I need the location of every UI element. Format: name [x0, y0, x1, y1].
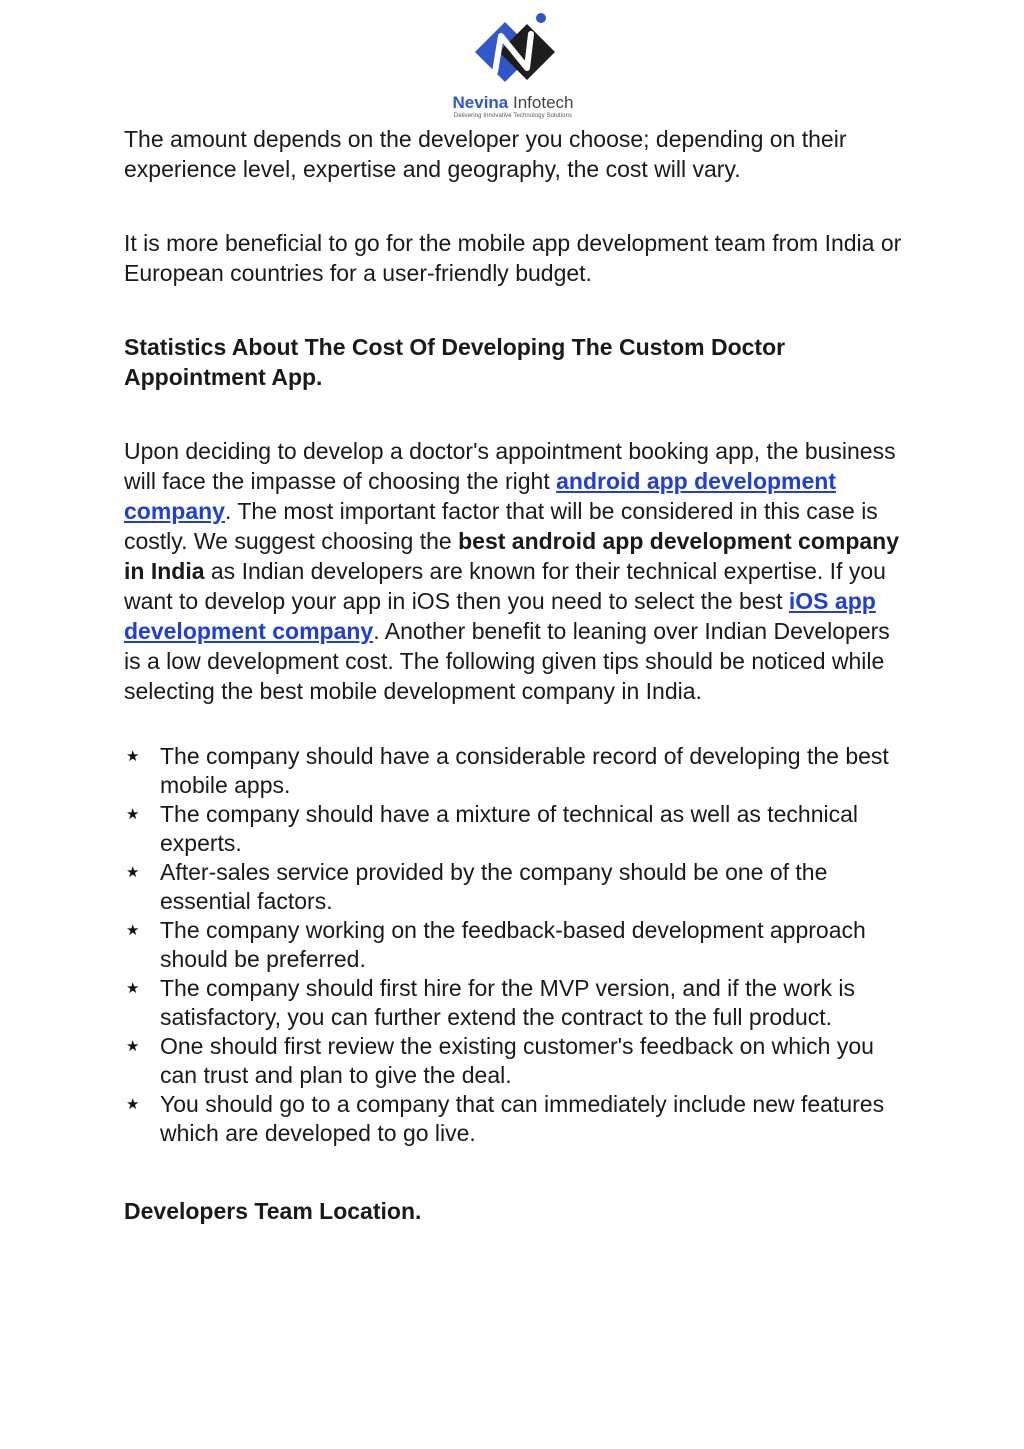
star-icon: ★ [126, 1096, 140, 1113]
list-item-text: The company should have a mixture of technical as well as technical experts. [160, 801, 859, 856]
nevina-n-logo-icon [465, 6, 561, 96]
list-item [124, 858, 909, 916]
list-item [124, 742, 909, 800]
text-segment: as Indian developers are known for their technical expertise. If you want to develop your app in iOS then you need to select the best [124, 558, 886, 614]
star-icon: ★ [126, 806, 140, 823]
tips-list [124, 742, 909, 1148]
list-item-text: You should go to a company that can immediately include new features which are developed to go live. [160, 1091, 885, 1146]
document-body [124, 124, 909, 1226]
list-item [124, 974, 909, 1032]
list-item [124, 1090, 909, 1148]
star-icon: ★ [126, 748, 140, 765]
paragraph-choosing-company [124, 436, 909, 706]
bold-best-android-company: best android app development company in India [124, 528, 900, 584]
star-icon: ★ [126, 864, 140, 881]
list-item-text: The company should first hire for the MVP version, and if the work is satisfactory, you can further extend the contract to the full product. [160, 975, 855, 1030]
list-item [124, 1032, 909, 1090]
list-item-text: One should first review the existing customer's feedback on which you can trust and plan to give the deal. [160, 1033, 874, 1088]
list-item-text: The company working on the feedback-based development approach should be preferred. [160, 917, 866, 972]
paragraph-cost-depends: The amount depends on the developer you choose; depending on their experience level, expertise and geography, the cost will vary. [124, 126, 847, 182]
star-icon: ★ [126, 922, 140, 939]
text-segment: . The most important factor that will be considered in this case is costly. We suggest choosing the [124, 498, 878, 554]
link-ios-app-development-company[interactable]: iOS app development company [124, 588, 876, 644]
logo-wordmark: Nevina Infotech [452, 93, 574, 112]
text-segment: Upon deciding to develop a doctor's appointment booking app, the business will face the impasse of choosing the right [124, 438, 896, 494]
list-item [124, 916, 909, 974]
link-android-app-development-company[interactable]: android app development company [124, 468, 836, 524]
list-item-text: After-sales service provided by the company should be one of the essential factors. [160, 859, 828, 914]
star-icon: ★ [126, 980, 140, 997]
text-segment: . Another benefit to leaning over Indian Developers is a low development cost. The following given tips should be noticed while selecting the best mobile development company in India. [124, 618, 890, 704]
list-item [124, 800, 909, 858]
paragraph-beneficial-team: It is more beneficial to go for the mobile app development team from India or European countries for a user-friendly budget. [124, 230, 902, 286]
star-icon: ★ [126, 1038, 140, 1055]
section-heading-team-location: Developers Team Location. [124, 1198, 422, 1224]
company-logo[interactable] [428, 6, 598, 124]
section-heading-statistics: Statistics About The Cost Of Developing The Custom Doctor Appointment App. [124, 334, 786, 390]
list-item-text: The company should have a considerable record of developing the best mobile apps. [160, 743, 889, 798]
logo-tagline: Delivering Innovative Technology Solutions [453, 113, 573, 119]
